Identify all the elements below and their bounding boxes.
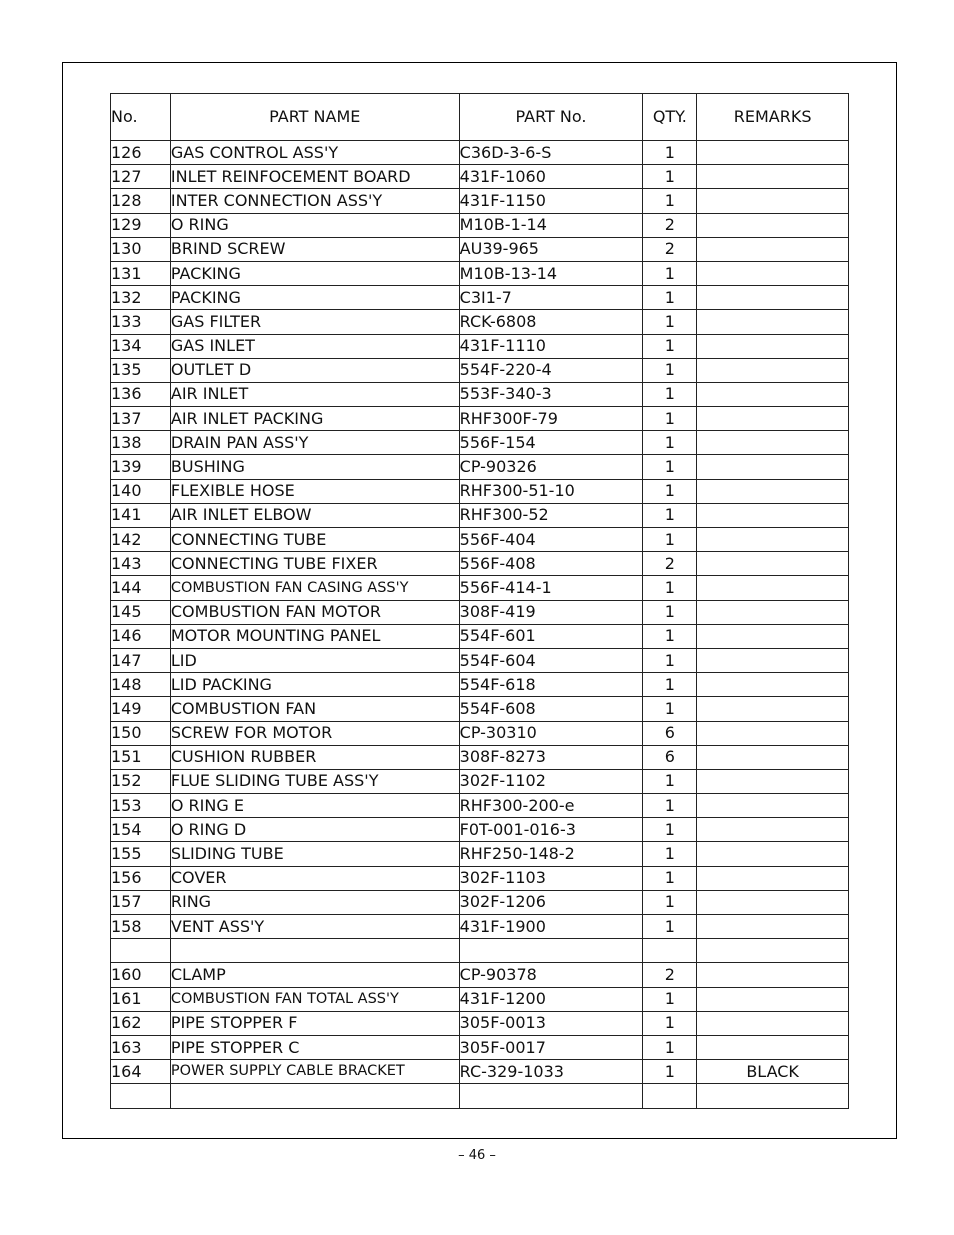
- qty-cell: 1: [643, 697, 697, 721]
- table-row: [111, 963, 849, 987]
- qty-cell: 1: [643, 165, 697, 189]
- part-number-index-cell: 160: [111, 963, 171, 987]
- part-no-cell: CP-90326: [459, 455, 643, 479]
- part-number-index-cell: 140: [111, 479, 171, 503]
- table-row: [111, 261, 849, 285]
- remarks-cell: BLACK: [697, 1060, 849, 1084]
- qty-cell: 1: [643, 600, 697, 624]
- remarks-cell: [697, 479, 849, 503]
- table-row: [111, 794, 849, 818]
- part-number-index-cell: 132: [111, 286, 171, 310]
- table-row: [111, 1011, 849, 1035]
- qty-cell: 1: [643, 769, 697, 793]
- remarks-cell: [697, 697, 849, 721]
- table-row: [111, 842, 849, 866]
- part-name-cell: SLIDING TUBE: [170, 842, 459, 866]
- part-name-cell: OUTLET D: [170, 358, 459, 382]
- table-row: [111, 334, 849, 358]
- qty-cell: 2: [643, 237, 697, 261]
- part-no-cell: 431F-1900: [459, 915, 643, 939]
- qty-cell: 2: [643, 552, 697, 576]
- part-number-index-cell: 158: [111, 915, 171, 939]
- remarks-cell: [697, 237, 849, 261]
- remarks-cell: [697, 358, 849, 382]
- table-row: [111, 1084, 849, 1108]
- qty-cell: 1: [643, 382, 697, 406]
- part-name-cell: BRIND SCREW: [170, 237, 459, 261]
- qty-cell: 1: [643, 794, 697, 818]
- part-name-cell: INLET REINFOCEMENT BOARD: [170, 165, 459, 189]
- qty-cell: 2: [643, 963, 697, 987]
- remarks-cell: [697, 1011, 849, 1035]
- part-number-index-cell: 137: [111, 407, 171, 431]
- part-name-cell: O RING: [170, 213, 459, 237]
- part-no-cell: 431F-1150: [459, 189, 643, 213]
- header-row: [111, 94, 849, 141]
- qty-cell: 1: [643, 334, 697, 358]
- part-number-index-cell: 154: [111, 818, 171, 842]
- part-name-cell: COVER: [170, 866, 459, 890]
- part-number-index-cell: 143: [111, 552, 171, 576]
- remarks-cell: [697, 673, 849, 697]
- remarks-cell: [697, 963, 849, 987]
- remarks-cell: [697, 189, 849, 213]
- part-name-cell: SCREW FOR MOTOR: [170, 721, 459, 745]
- part-number-index-cell: 136: [111, 382, 171, 406]
- part-number-index-cell: 134: [111, 334, 171, 358]
- table-row: [111, 455, 849, 479]
- qty-cell: [643, 939, 697, 963]
- qty-cell: 1: [643, 915, 697, 939]
- part-name-cell: PIPE STOPPER C: [170, 1035, 459, 1059]
- table-row: [111, 213, 849, 237]
- remarks-cell: [697, 624, 849, 648]
- remarks-cell: [697, 890, 849, 914]
- part-number-index-cell: [111, 1084, 171, 1108]
- part-no-cell: 554F-618: [459, 673, 643, 697]
- part-number-index-cell: 147: [111, 648, 171, 672]
- qty-cell: 1: [643, 1035, 697, 1059]
- table-row: [111, 673, 849, 697]
- part-name-cell: LID: [170, 648, 459, 672]
- part-name-cell: LID PACKING: [170, 673, 459, 697]
- qty-cell: 6: [643, 745, 697, 769]
- part-no-cell: AU39-965: [459, 237, 643, 261]
- table-row: [111, 528, 849, 552]
- qty-cell: 1: [643, 358, 697, 382]
- part-no-cell: 431F-1200: [459, 987, 643, 1011]
- part-number-index-cell: 129: [111, 213, 171, 237]
- table-row: [111, 141, 849, 165]
- part-name-cell: VENT ASS'Y: [170, 915, 459, 939]
- part-no-cell: RCK-6808: [459, 310, 643, 334]
- part-number-index-cell: 152: [111, 769, 171, 793]
- part-name-cell: COMBUSTION FAN CASING ASS'Y: [170, 576, 459, 600]
- table-row: [111, 552, 849, 576]
- table-row: [111, 1060, 849, 1084]
- table-row: [111, 382, 849, 406]
- table-row: [111, 189, 849, 213]
- part-number-index-cell: 128: [111, 189, 171, 213]
- part-no-cell: 554F-601: [459, 624, 643, 648]
- part-name-cell: AIR INLET PACKING: [170, 407, 459, 431]
- qty-cell: 1: [643, 528, 697, 552]
- part-name-cell: AIR INLET ELBOW: [170, 503, 459, 527]
- parts-table: [110, 93, 849, 1109]
- remarks-cell: [697, 213, 849, 237]
- remarks-cell: [697, 818, 849, 842]
- part-no-cell: 305F-0017: [459, 1035, 643, 1059]
- part-number-index-cell: 162: [111, 1011, 171, 1035]
- table-row: [111, 624, 849, 648]
- qty-cell: 1: [643, 624, 697, 648]
- qty-cell: 6: [643, 721, 697, 745]
- part-number-index-cell: 149: [111, 697, 171, 721]
- remarks-cell: [697, 648, 849, 672]
- table-row: [111, 697, 849, 721]
- remarks-cell: [697, 866, 849, 890]
- part-name-cell: MOTOR MOUNTING PANEL: [170, 624, 459, 648]
- part-name-cell: POWER SUPPLY CABLE BRACKET: [170, 1060, 459, 1084]
- part-number-index-cell: 142: [111, 528, 171, 552]
- remarks-cell: [697, 721, 849, 745]
- part-no-cell: 556F-154: [459, 431, 643, 455]
- part-no-cell: F0T-001-016-3: [459, 818, 643, 842]
- part-number-index-cell: 163: [111, 1035, 171, 1059]
- remarks-cell: [697, 794, 849, 818]
- part-number-index-cell: 141: [111, 503, 171, 527]
- part-number-index-cell: 135: [111, 358, 171, 382]
- part-number-index-cell: 153: [111, 794, 171, 818]
- remarks-cell: [697, 1084, 849, 1108]
- qty-cell: 1: [643, 431, 697, 455]
- table-row: [111, 576, 849, 600]
- table-row: [111, 358, 849, 382]
- part-no-cell: [459, 939, 643, 963]
- part-number-index-cell: 144: [111, 576, 171, 600]
- qty-cell: 1: [643, 1011, 697, 1035]
- qty-cell: 1: [643, 261, 697, 285]
- qty-cell: 1: [643, 141, 697, 165]
- table-row: [111, 431, 849, 455]
- remarks-cell: [697, 1035, 849, 1059]
- part-number-index-cell: 156: [111, 866, 171, 890]
- table-row: [111, 890, 849, 914]
- part-name-cell: PIPE STOPPER F: [170, 1011, 459, 1035]
- table-row: [111, 915, 849, 939]
- remarks-cell: [697, 503, 849, 527]
- part-name-cell: CONNECTING TUBE: [170, 528, 459, 552]
- part-no-cell: RHF300-200-e: [459, 794, 643, 818]
- part-no-cell: 553F-340-3: [459, 382, 643, 406]
- part-name-cell: GAS INLET: [170, 334, 459, 358]
- header-remarks: REMARKS: [697, 94, 849, 141]
- qty-cell: 1: [643, 407, 697, 431]
- qty-cell: 1: [643, 189, 697, 213]
- part-number-index-cell: 148: [111, 673, 171, 697]
- remarks-cell: [697, 745, 849, 769]
- part-no-cell: 308F-419: [459, 600, 643, 624]
- part-no-cell: 556F-414-1: [459, 576, 643, 600]
- part-number-index-cell: 127: [111, 165, 171, 189]
- table-row: [111, 310, 849, 334]
- part-number-index-cell: 138: [111, 431, 171, 455]
- table-row: [111, 648, 849, 672]
- part-name-cell: FLEXIBLE HOSE: [170, 479, 459, 503]
- table-row: [111, 503, 849, 527]
- part-no-cell: CP-30310: [459, 721, 643, 745]
- remarks-cell: [697, 576, 849, 600]
- part-no-cell: RHF250-148-2: [459, 842, 643, 866]
- remarks-cell: [697, 600, 849, 624]
- part-no-cell: RHF300-51-10: [459, 479, 643, 503]
- remarks-cell: [697, 842, 849, 866]
- qty-cell: [643, 1084, 697, 1108]
- part-no-cell: C36D-3-6-S: [459, 141, 643, 165]
- remarks-cell: [697, 141, 849, 165]
- part-name-cell: COMBUSTION FAN: [170, 697, 459, 721]
- part-name-cell: COMBUSTION FAN TOTAL ASS'Y: [170, 987, 459, 1011]
- parts-table-body: [111, 141, 849, 1109]
- part-name-cell: GAS CONTROL ASS'Y: [170, 141, 459, 165]
- remarks-cell: [697, 165, 849, 189]
- part-no-cell: M10B-13-14: [459, 261, 643, 285]
- part-number-index-cell: 157: [111, 890, 171, 914]
- part-no-cell: 554F-604: [459, 648, 643, 672]
- table-row: [111, 165, 849, 189]
- remarks-cell: [697, 431, 849, 455]
- part-name-cell: O RING D: [170, 818, 459, 842]
- table-row: [111, 866, 849, 890]
- part-name-cell: PACKING: [170, 286, 459, 310]
- remarks-cell: [697, 769, 849, 793]
- qty-cell: 1: [643, 1060, 697, 1084]
- remarks-cell: [697, 310, 849, 334]
- qty-cell: 1: [643, 479, 697, 503]
- part-number-index-cell: 145: [111, 600, 171, 624]
- qty-cell: 1: [643, 866, 697, 890]
- part-name-cell: CONNECTING TUBE FIXER: [170, 552, 459, 576]
- part-no-cell: 556F-408: [459, 552, 643, 576]
- part-number-index-cell: 133: [111, 310, 171, 334]
- part-number-index-cell: 139: [111, 455, 171, 479]
- header-no: No.: [111, 94, 171, 141]
- qty-cell: 2: [643, 213, 697, 237]
- part-no-cell: C3I1-7: [459, 286, 643, 310]
- part-no-cell: 431F-1110: [459, 334, 643, 358]
- table-row: [111, 1035, 849, 1059]
- qty-cell: 1: [643, 648, 697, 672]
- qty-cell: 1: [643, 673, 697, 697]
- part-name-cell: PACKING: [170, 261, 459, 285]
- part-name-cell: CUSHION RUBBER: [170, 745, 459, 769]
- remarks-cell: [697, 382, 849, 406]
- qty-cell: 1: [643, 987, 697, 1011]
- part-no-cell: CP-90378: [459, 963, 643, 987]
- part-name-cell: [170, 1084, 459, 1108]
- part-name-cell: GAS FILTER: [170, 310, 459, 334]
- part-number-index-cell: 151: [111, 745, 171, 769]
- remarks-cell: [697, 286, 849, 310]
- remarks-cell: [697, 915, 849, 939]
- part-no-cell: 302F-1103: [459, 866, 643, 890]
- remarks-cell: [697, 407, 849, 431]
- part-number-index-cell: 146: [111, 624, 171, 648]
- qty-cell: 1: [643, 842, 697, 866]
- part-no-cell: M10B-1-14: [459, 213, 643, 237]
- page-number: – 46 –: [458, 1148, 496, 1163]
- part-name-cell: AIR INLET: [170, 382, 459, 406]
- part-no-cell: 431F-1060: [459, 165, 643, 189]
- table-row: [111, 939, 849, 963]
- part-name-cell: FLUE SLIDING TUBE ASS'Y: [170, 769, 459, 793]
- part-no-cell: 308F-8273: [459, 745, 643, 769]
- part-no-cell: 302F-1102: [459, 769, 643, 793]
- part-name-cell: BUSHING: [170, 455, 459, 479]
- part-name-cell: [170, 939, 459, 963]
- table-row: [111, 987, 849, 1011]
- part-number-index-cell: 131: [111, 261, 171, 285]
- qty-cell: 1: [643, 818, 697, 842]
- qty-cell: 1: [643, 890, 697, 914]
- part-name-cell: RING: [170, 890, 459, 914]
- part-name-cell: O RING E: [170, 794, 459, 818]
- qty-cell: 1: [643, 576, 697, 600]
- part-number-index-cell: 130: [111, 237, 171, 261]
- table-row: [111, 818, 849, 842]
- part-no-cell: RC-329-1033: [459, 1060, 643, 1084]
- table-row: [111, 600, 849, 624]
- remarks-cell: [697, 528, 849, 552]
- table-row: [111, 479, 849, 503]
- remarks-cell: [697, 552, 849, 576]
- qty-cell: 1: [643, 310, 697, 334]
- table-row: [111, 286, 849, 310]
- part-number-index-cell: 155: [111, 842, 171, 866]
- table-row: [111, 407, 849, 431]
- qty-cell: 1: [643, 455, 697, 479]
- remarks-cell: [697, 939, 849, 963]
- header-qty: QTY.: [643, 94, 697, 141]
- table-row: [111, 745, 849, 769]
- part-no-cell: 554F-220-4: [459, 358, 643, 382]
- table-row: [111, 721, 849, 745]
- remarks-cell: [697, 455, 849, 479]
- part-no-cell: [459, 1084, 643, 1108]
- remarks-cell: [697, 261, 849, 285]
- part-no-cell: 556F-404: [459, 528, 643, 552]
- part-no-cell: 305F-0013: [459, 1011, 643, 1035]
- table-row: [111, 769, 849, 793]
- header-part-name: PART NAME: [170, 94, 459, 141]
- part-number-index-cell: 161: [111, 987, 171, 1011]
- part-name-cell: INTER CONNECTION ASS'Y: [170, 189, 459, 213]
- part-no-cell: 302F-1206: [459, 890, 643, 914]
- part-number-index-cell: 126: [111, 141, 171, 165]
- part-no-cell: RHF300-52: [459, 503, 643, 527]
- remarks-cell: [697, 334, 849, 358]
- part-name-cell: COMBUSTION FAN MOTOR: [170, 600, 459, 624]
- part-number-index-cell: [111, 939, 171, 963]
- remarks-cell: [697, 987, 849, 1011]
- part-no-cell: 554F-608: [459, 697, 643, 721]
- header-part-no: PART No.: [459, 94, 643, 141]
- qty-cell: 1: [643, 286, 697, 310]
- part-no-cell: RHF300F-79: [459, 407, 643, 431]
- part-number-index-cell: 150: [111, 721, 171, 745]
- table-row: [111, 237, 849, 261]
- qty-cell: 1: [643, 503, 697, 527]
- part-number-index-cell: 164: [111, 1060, 171, 1084]
- part-name-cell: DRAIN PAN ASS'Y: [170, 431, 459, 455]
- part-name-cell: CLAMP: [170, 963, 459, 987]
